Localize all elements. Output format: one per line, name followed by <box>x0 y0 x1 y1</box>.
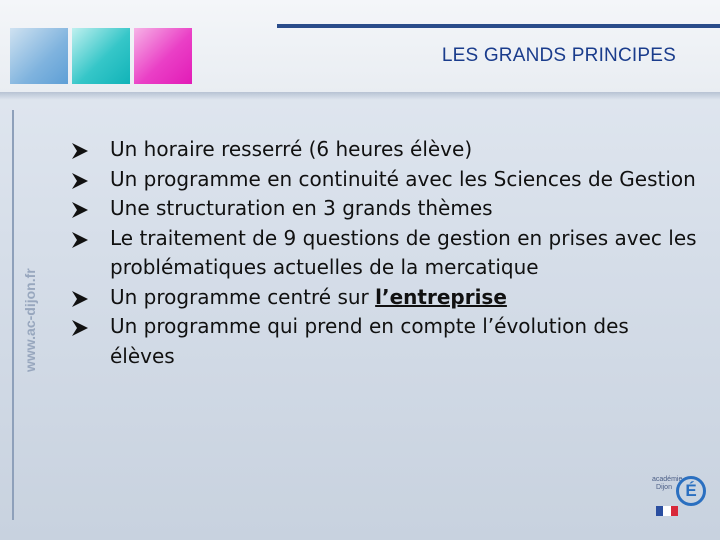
academie-dijon-logo <box>648 466 708 526</box>
bullet-text: Un programme qui prend en compte l’évolution des élèves <box>110 314 629 368</box>
bullet-item <box>70 312 698 371</box>
bullet-emphasis: l’entreprise <box>375 284 507 309</box>
bullet-item <box>70 165 698 195</box>
arrow-bullet-icon <box>70 312 96 337</box>
slide-title: LES GRANDS PRINCIPES <box>441 45 676 66</box>
header-shadow <box>0 92 720 100</box>
bullet-list <box>70 135 698 371</box>
bullet-item <box>70 224 698 283</box>
bullet-item <box>70 194 698 224</box>
side-url: www.ac-dijon.fr <box>22 268 38 372</box>
bullet-text: Un horaire resserré (6 heures élève) <box>110 137 473 161</box>
arrow-bullet-icon <box>70 194 96 219</box>
arrow-bullet-icon <box>70 283 96 308</box>
left-rule <box>12 110 14 520</box>
arrow-bullet-icon <box>70 224 96 249</box>
logo-text-line1: académie <box>652 476 683 483</box>
decor-square-cyan <box>72 28 130 84</box>
logo-text-line2: Dijon <box>656 484 672 491</box>
arrow-bullet-icon <box>70 135 96 160</box>
bullet-text: Un programme centré sur <box>110 284 376 309</box>
bullet-item <box>70 135 698 165</box>
logo-text <box>652 476 683 492</box>
arrow-bullet-icon <box>70 165 96 190</box>
bullet-text: Le traitement de 9 questions de gestion en prises avec les problématiques actuelles de la mercatique <box>110 225 697 279</box>
bullet-text: Une structuration en 3 grands thèmes <box>110 196 493 220</box>
bullet-text: Un programme en continuité avec les Sciences de Gestion <box>110 166 696 191</box>
flag-icon <box>656 506 678 516</box>
logo-letter: É <box>676 476 706 506</box>
bullet-item <box>70 283 698 313</box>
title-rule <box>277 24 720 28</box>
decor-square-magenta <box>134 28 192 84</box>
decor-square-blue <box>10 28 68 84</box>
